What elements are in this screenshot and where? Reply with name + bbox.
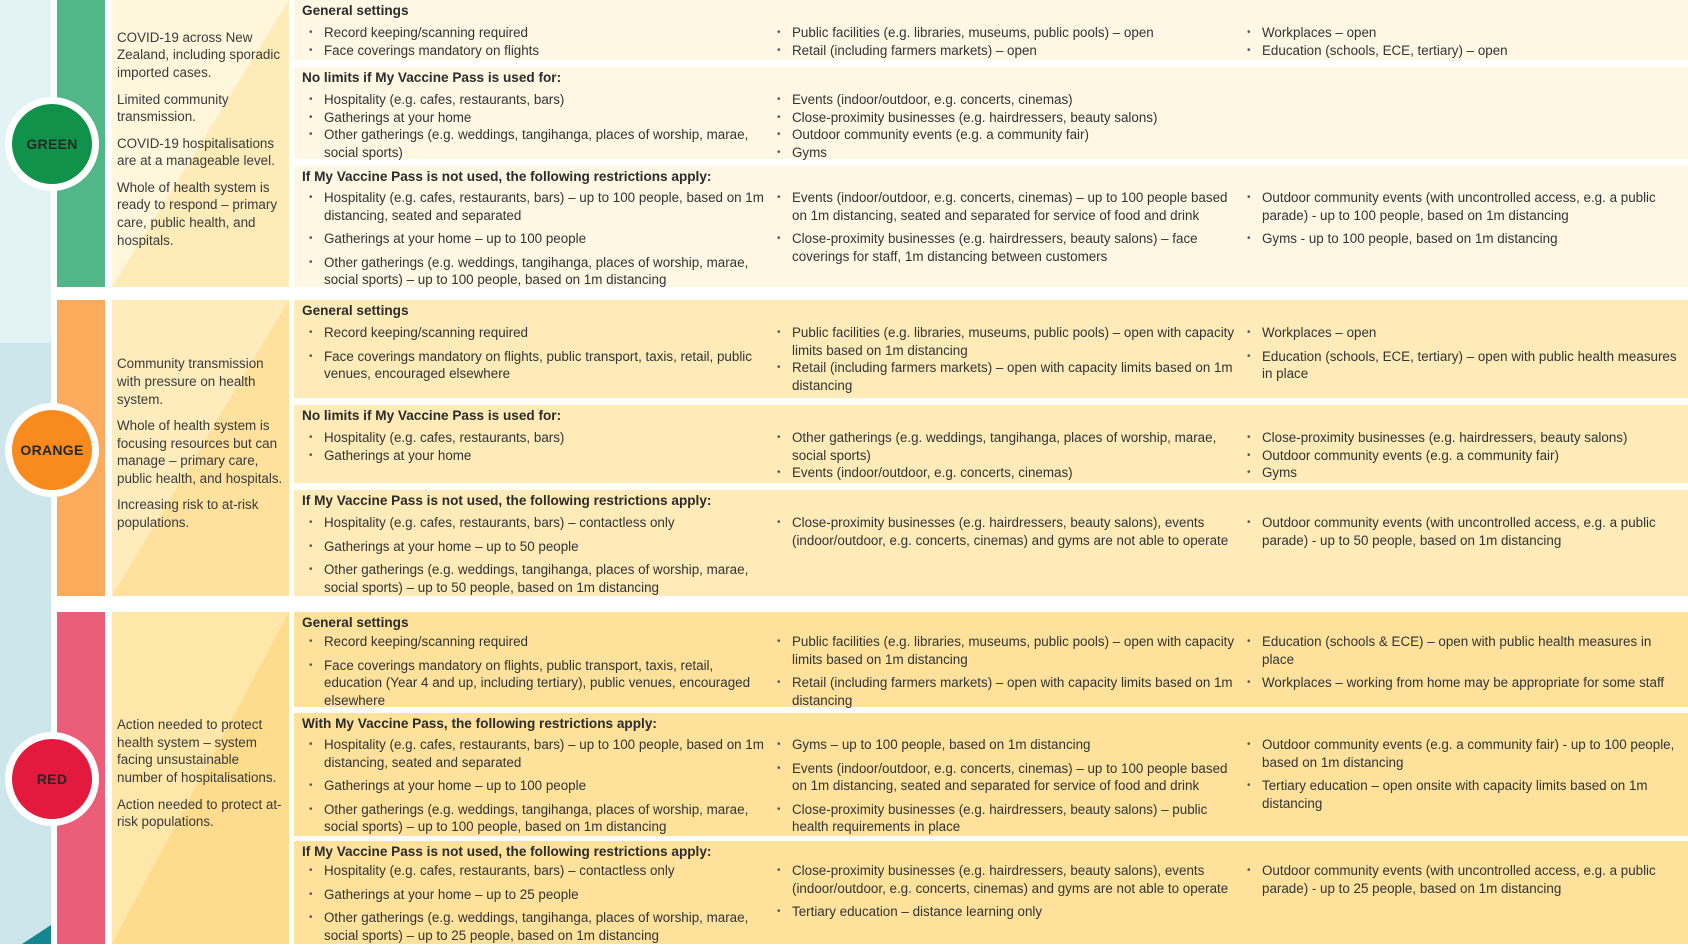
rules-block-vaccine-pass	[294, 405, 1688, 483]
rule-item: • Other gatherings (e.g. weddings, tangihanga, places of worship, marae, social sports) – up to 100 people, based on 1m distancing	[306, 254, 770, 289]
rule-item: • Tertiary education – distance learning only	[774, 903, 1240, 921]
rules-column	[302, 189, 770, 295]
description-para: Whole of health system is focusing resources but can manage – primary care, public health, and hospitals.	[117, 418, 283, 486]
rule-item: • Public facilities (e.g. libraries, museums, public pools) – open with capacity limits based on 1m distancing	[774, 324, 1240, 359]
rule-item: • Hospitality (e.g. cafes, restaurants, bars) – up to 100 people, based on 1m distancing, seated and separated	[306, 189, 770, 224]
description-para: Action needed to protect at-risk populations.	[117, 796, 282, 830]
level-badge-ring	[5, 97, 99, 191]
block-heading: General settings	[302, 615, 409, 630]
rule-item: • Outdoor community events (with uncontrolled access, e.g. a public parade) - up to 100 people, based on 1m distancing	[1244, 189, 1680, 224]
rule-item: • Face coverings mandatory on flights	[306, 42, 770, 60]
level-badge	[12, 410, 92, 490]
rules-block-with-vaccine-pass	[294, 713, 1688, 836]
rule-item: • Retail (including farmers markets) – open with capacity limits based on 1m distancing	[774, 674, 1240, 709]
rules-block-general	[294, 300, 1688, 398]
rules-column	[770, 24, 1240, 59]
description-para: Action needed to protect health system – system facing unsustainable number of hospitalisations.	[117, 717, 277, 785]
rules-column	[302, 514, 770, 602]
level-orange	[0, 300, 1688, 596]
rules-column	[770, 429, 1240, 482]
level-red	[0, 612, 1688, 944]
rule-item: • Close-proximity businesses (e.g. hairdressers, beauty salons), events (indoor/outdoor, e.g. concerts, cinemas) and gyms are not able to operate	[774, 514, 1240, 549]
rule-item: • Face coverings mandatory on flights, public transport, taxis, retail, education (Year 4 and up, including tertiary), public venues, encouraged elsewhere	[306, 657, 770, 710]
level-description	[112, 0, 289, 287]
rule-item: • Events (indoor/outdoor, e.g. concerts, cinemas)	[774, 464, 1240, 482]
rule-item: • Hospitality (e.g. cafes, restaurants, bars) – contactless only	[306, 514, 770, 532]
level-name: RED	[36, 771, 68, 787]
description-para: Limited community transmission.	[117, 91, 229, 125]
rule-item: • Close-proximity businesses (e.g. hairdressers, beauty salons)	[774, 109, 1240, 127]
rules-column	[770, 514, 1240, 602]
rules-column	[1240, 862, 1680, 950]
rules-block-general	[294, 0, 1688, 60]
rule-item: • Outdoor community events (with uncontrolled access, e.g. a public parade) - up to 25 people, based on 1m distancing	[1244, 862, 1680, 897]
rule-item: • Workplaces – open	[1244, 24, 1680, 42]
rule-item: • Gyms – up to 100 people, based on 1m distancing	[774, 736, 1240, 754]
block-heading: If My Vaccine Pass is not used, the following restrictions apply:	[302, 493, 712, 508]
rule-item: • Outdoor community events (e.g. a community fair)	[774, 126, 1240, 144]
rules-column	[302, 91, 770, 161]
rules-column	[302, 633, 770, 715]
rules-block-no-vaccine-pass	[294, 841, 1688, 944]
rule-item: • Record keeping/scanning required	[306, 633, 770, 651]
level-name: ORANGE	[20, 442, 84, 458]
rules-column	[770, 189, 1240, 295]
level-name: GREEN	[26, 136, 78, 152]
rule-item: • Gatherings at your home – up to 25 people	[306, 886, 770, 904]
rules-column	[770, 324, 1240, 394]
rules-block-vaccine-pass	[294, 67, 1688, 159]
rule-item: • Education (schools & ECE) – open with public health measures in place	[1244, 633, 1680, 668]
rules-column	[1240, 189, 1680, 295]
rule-item: • Other gatherings (e.g. weddings, tangihanga, places of worship, marae, social sports) – up to 25 people, based on 1m distancing	[306, 909, 770, 944]
rules-column	[1240, 633, 1680, 715]
rules-column	[770, 633, 1240, 715]
block-heading: No limits if My Vaccine Pass is used for:	[302, 408, 562, 423]
rule-item: • Gyms - up to 100 people, based on 1m distancing	[1244, 230, 1680, 248]
rules-column	[1240, 429, 1680, 482]
level-description	[112, 612, 289, 944]
rule-item: • Close-proximity businesses (e.g. hairdressers, beauty salons)	[1244, 429, 1680, 447]
rules-block-no-vaccine-pass	[294, 166, 1688, 287]
rules-column	[302, 324, 770, 394]
level-badge-ring	[5, 732, 99, 826]
rule-item: • Gatherings at your home	[306, 447, 770, 465]
rule-item: • Gatherings at your home – up to 50 people	[306, 538, 770, 556]
rules-block-general	[294, 612, 1688, 707]
rules-column	[770, 862, 1240, 950]
rule-item: • Record keeping/scanning required	[306, 24, 770, 42]
rule-item: • Events (indoor/outdoor, e.g. concerts, cinemas) – up to 100 people based on 1m distancing, seated and separated for service of food and drink	[774, 189, 1240, 224]
rule-item: • Face coverings mandatory on flights, public transport, taxis, retail, public venues, encouraged elsewhere	[306, 348, 770, 383]
rule-item: • Close-proximity businesses (e.g. hairdressers, beauty salons), events (indoor/outdoor, e.g. concerts, cinemas) and gyms are not able to operate	[774, 862, 1240, 897]
rule-item: • Gatherings at your home – up to 100 people	[306, 230, 770, 248]
rule-item: • Other gatherings (e.g. weddings, tangihanga, places of worship, marae, social sports) – up to 50 people, based on 1m distancing	[306, 561, 770, 596]
rule-item: • Education (schools, ECE, tertiary) – open with public health measures in place	[1244, 348, 1680, 383]
block-heading: If My Vaccine Pass is not used, the following restrictions apply:	[302, 169, 712, 184]
rule-item: • Education (schools, ECE, tertiary) – open	[1244, 42, 1680, 60]
rule-item: • Workplaces – open	[1244, 324, 1680, 342]
rule-item: • Outdoor community events (e.g. a community fair) - up to 100 people, based on 1m distancing	[1244, 736, 1680, 771]
rules-column	[770, 91, 1240, 161]
rule-item: • Retail (including farmers markets) – open	[774, 42, 1240, 60]
level-badge	[12, 739, 92, 819]
rule-item: • Outdoor community events (with uncontrolled access, e.g. a public parade) - up to 50 people, based on 1m distancing	[1244, 514, 1680, 549]
level-green	[0, 0, 1688, 287]
block-heading: No limits if My Vaccine Pass is used for:	[302, 70, 562, 85]
rules-column	[1240, 324, 1680, 394]
rule-item: • Hospitality (e.g. cafes, restaurants, bars) – up to 100 people, based on 1m distancing, seated and separated	[306, 736, 770, 771]
description-para: Increasing risk to at-risk populations.	[117, 497, 259, 531]
level-rules	[294, 300, 1688, 596]
rules-column	[302, 24, 770, 59]
rule-item: • Close-proximity businesses (e.g. hairdressers, beauty salons) – face coverings for staff, 1m distancing between customers	[774, 230, 1240, 265]
level-badge-ring	[5, 403, 99, 497]
rule-item: • Retail (including farmers markets) – open with capacity limits based on 1m distancing	[774, 359, 1240, 394]
rules-column	[770, 736, 1240, 842]
description-para: Whole of health system is ready to respond – primary care, public health, and hospitals.	[117, 179, 278, 248]
rule-item: • Other gatherings (e.g. weddings, tangihanga, places of worship, marae, social sports)	[774, 429, 1240, 464]
rule-item: • Hospitality (e.g. cafes, restaurants, bars)	[306, 429, 770, 447]
rule-item: • Other gatherings (e.g. weddings, tangihanga, places of worship, marae, social sports) – up to 100 people, based on 1m distancing	[306, 801, 770, 836]
rule-item: • Record keeping/scanning required	[306, 324, 770, 342]
block-heading: General settings	[302, 3, 409, 18]
rules-column	[302, 429, 770, 482]
rule-item: • Public facilities (e.g. libraries, museums, public pools) – open	[774, 24, 1240, 42]
description-para: COVID-19 across New Zealand, including sporadic imported cases.	[117, 29, 281, 80]
rules-column	[302, 862, 770, 950]
block-heading: With My Vaccine Pass, the following restrictions apply:	[302, 716, 657, 731]
rules-column	[1240, 514, 1680, 602]
rule-item: • Gatherings at your home	[306, 109, 770, 127]
level-rules	[294, 612, 1688, 944]
description-para: COVID-19 hospitalisations are at a manageable level.	[117, 135, 275, 169]
rules-column	[1240, 24, 1680, 59]
rule-item: • Hospitality (e.g. cafes, restaurants, bars)	[306, 91, 770, 109]
rules-column	[302, 736, 770, 842]
rules-column	[1240, 91, 1680, 161]
level-rules	[294, 0, 1688, 287]
block-heading: General settings	[302, 303, 409, 318]
rule-item: • Gyms	[774, 144, 1240, 162]
rule-item: • Events (indoor/outdoor, e.g. concerts, cinemas) – up to 100 people based on 1m distancing, seated and separated for service of food and drink	[774, 760, 1240, 795]
rules-block-no-vaccine-pass	[294, 490, 1688, 596]
rule-item: • Close-proximity businesses (e.g. hairdressers, beauty salons) – public health requirements in place	[774, 801, 1240, 836]
rule-item: • Public facilities (e.g. libraries, museums, public pools) – open with capacity limits based on 1m distancing	[774, 633, 1240, 668]
level-badge	[12, 104, 92, 184]
rule-item: • Workplaces – working from home may be appropriate for some staff	[1244, 674, 1680, 692]
description-para: Community transmission with pressure on health system.	[117, 356, 264, 407]
rules-column	[1240, 736, 1680, 842]
level-description	[112, 300, 289, 596]
rule-item: • Events (indoor/outdoor, e.g. concerts, cinemas)	[774, 91, 1240, 109]
rule-item: • Other gatherings (e.g. weddings, tangihanga, places of worship, marae, social sports)	[306, 126, 770, 161]
rule-item: • Hospitality (e.g. cafes, restaurants, bars) – contactless only	[306, 862, 770, 880]
rule-item: • Gatherings at your home – up to 100 people	[306, 777, 770, 795]
rule-item: • Gyms	[1244, 464, 1680, 482]
rule-item: • Tertiary education – open onsite with capacity limits based on 1m distancing	[1244, 777, 1680, 812]
block-heading: If My Vaccine Pass is not used, the following restrictions apply:	[302, 844, 712, 859]
rule-item: • Outdoor community events (e.g. a community fair)	[1244, 447, 1680, 465]
